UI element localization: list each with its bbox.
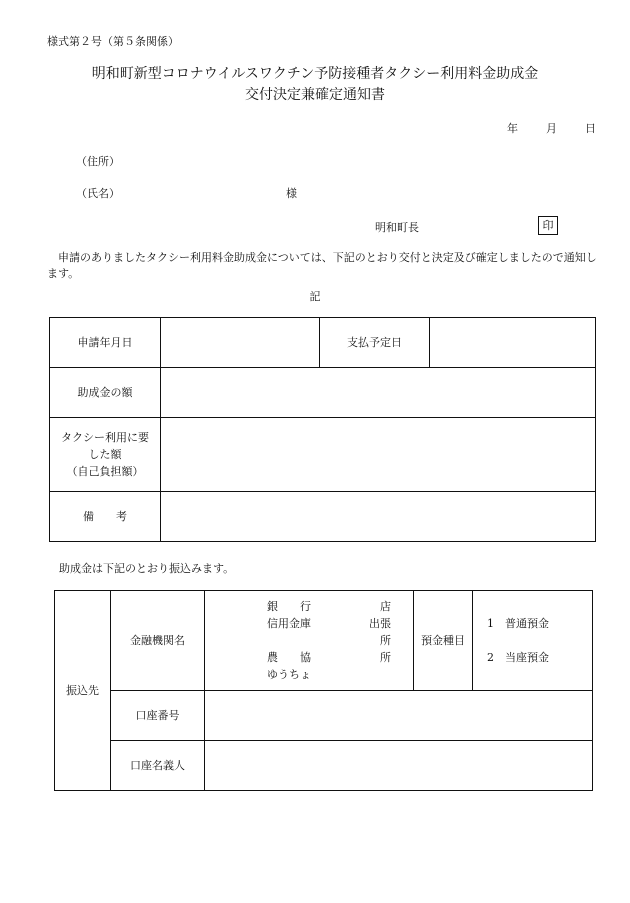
grant-amount-cell[interactable] (161, 368, 596, 418)
account-holder-cell[interactable] (205, 741, 593, 791)
transfer-destination-label: 振込先 (55, 591, 111, 791)
document-title (0, 64, 630, 106)
branch-label: 店 (380, 600, 391, 613)
day-label: 日 (585, 122, 596, 135)
grant-amount-label: 助成金の額 (50, 368, 161, 418)
sub-branch-label: 出張所 (369, 617, 391, 647)
address-label: （住所） (76, 155, 120, 168)
title-line-1: 明和町新型コロナウイルスワクチン予防接種者タクシー利用料金助成金 (91, 66, 539, 82)
seal-mark: 印 (538, 216, 558, 235)
form-number: 様式第２号（第５条関係） (47, 35, 179, 48)
yucho-label: ゆうちょ (267, 668, 311, 681)
bank-label: 銀 行 (267, 600, 311, 613)
remarks-label: 備 考 (50, 492, 161, 542)
year-label: 年 (507, 122, 518, 135)
office-label: 所 (380, 651, 391, 664)
taxi-cost-label-line-3: （自己負担額） (66, 465, 144, 478)
institution-cell[interactable] (205, 591, 414, 691)
account-number-label: 口座番号 (111, 691, 205, 741)
account-type-cell[interactable] (473, 591, 593, 691)
shinkin-label: 信用金庫 (267, 617, 311, 630)
payment-date-label: 支払予定日 (320, 318, 430, 368)
account-number-cell[interactable] (205, 691, 593, 741)
payment-date-cell[interactable] (430, 318, 596, 368)
month-label: 月 (546, 122, 557, 135)
taxi-cost-label (50, 418, 161, 492)
nokyo-label: 農 協 (267, 651, 311, 664)
account-type-label: 預金種目 (414, 591, 473, 691)
transfer-table (54, 590, 593, 791)
institution-options (267, 598, 413, 683)
title-line-2: 交付決定兼確定通知書 (245, 87, 385, 103)
transfer-note: 助成金は下記のとおり振込みます。 (59, 562, 235, 575)
application-date-cell[interactable] (161, 318, 320, 368)
issuer: 明和町長 (375, 221, 419, 234)
remarks-cell[interactable] (161, 492, 596, 542)
taxi-cost-label-line-1: タクシー利用に要 (61, 431, 149, 444)
notice-body-text: 申請のありましたタクシー利用料金助成金については、下記のとおり交付と決定及び確定しましたので通知します。 (47, 251, 597, 280)
type-current[interactable]: 2 当座預金 (487, 651, 549, 664)
institution-label: 金融機関名 (111, 591, 205, 691)
honorific: 様 (286, 187, 297, 200)
type-ordinary[interactable]: 1 普通預金 (487, 617, 549, 630)
date-line (507, 120, 596, 136)
application-date-label: 申請年月日 (50, 318, 161, 368)
decision-table (49, 317, 596, 542)
taxi-cost-label-line-2: した額 (88, 448, 122, 461)
taxi-cost-cell[interactable] (161, 418, 596, 492)
account-type-options (473, 615, 592, 666)
ki-heading: 記 (309, 290, 321, 303)
name-label: （氏名） (76, 187, 120, 200)
account-holder-label: 口座名義人 (111, 741, 205, 791)
